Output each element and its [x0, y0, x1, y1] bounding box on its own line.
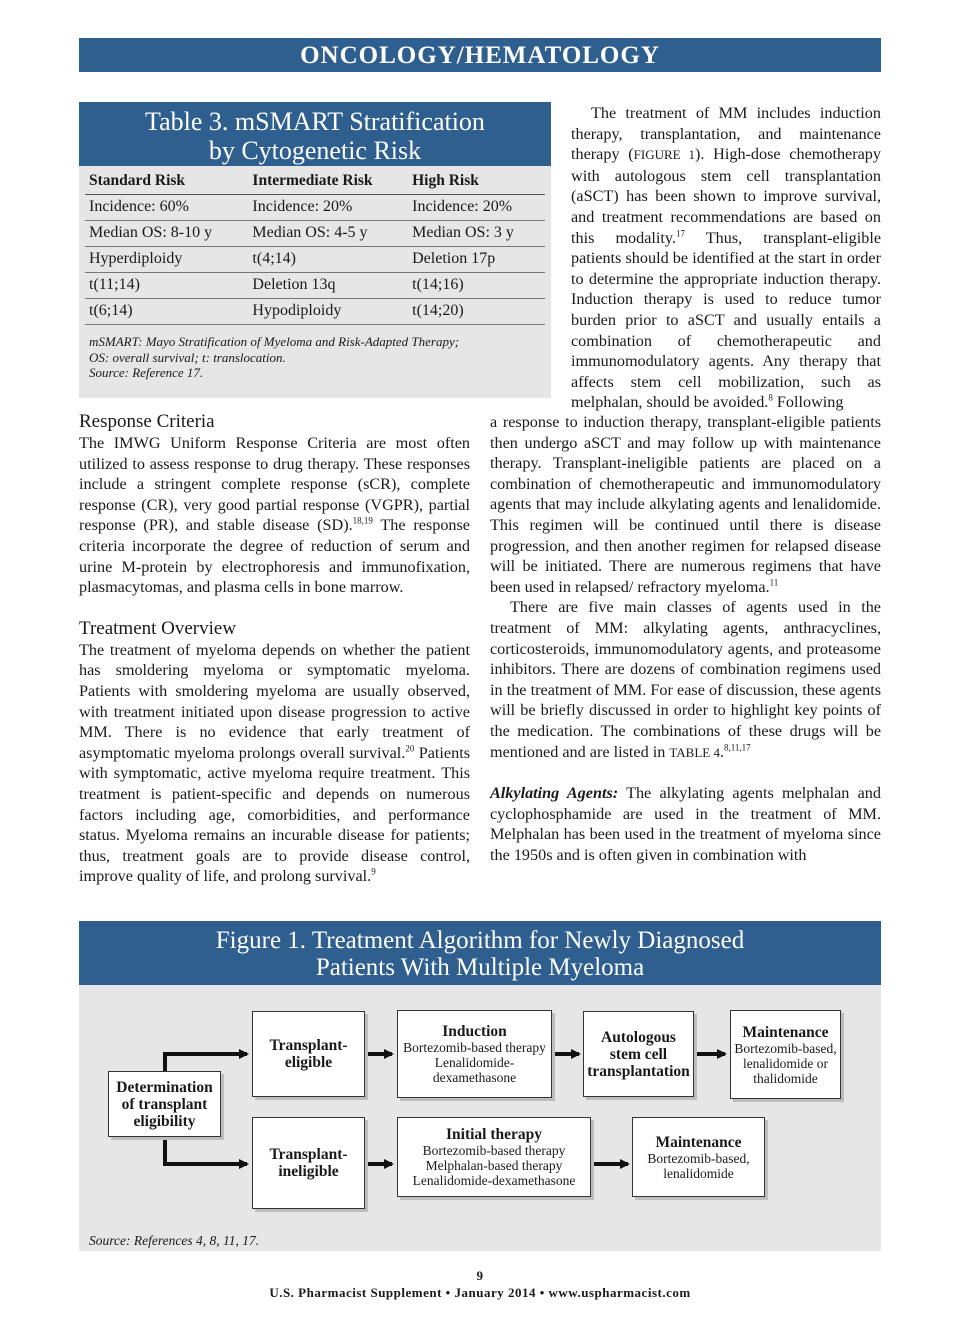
right-column-lower — [490, 412, 881, 865]
table-cell: t(4;14) — [248, 247, 408, 273]
table-header-row — [85, 166, 545, 195]
maintenance-box-ineligible: Maintenance Bortezomib-based, lenalidomide — [632, 1117, 765, 1197]
column-header: High Risk — [408, 166, 545, 195]
table-cell: Incidence: 20% — [248, 195, 408, 221]
section-banner: ONCOLOGY/HEMATOLOGY — [79, 38, 881, 72]
induction-box: Induction Bortezomib-based therapy Lenalidomide-dexamethasone — [397, 1010, 552, 1098]
table-row — [85, 221, 545, 247]
citation: 18,19 — [352, 515, 373, 526]
treatment-overview-paragraph: The treatment of myeloma depends on whether the patient has smoldering myeloma or symptomatic myeloma. Patients with smoldering myeloma are usually observed, with treatment initiated upon disease progression to active MM. There is no evidence that early treatment of asymptomatic myeloma prolongs overall survival.$^{20}$ Patients with symptomatic, active myeloma require treatment. This treatment is patient-specific and depends on numerous factors including age, comorbidities, and performance status. Myeloma remains an incurable disease for patients; thus, treatment goals are to provide disease control, improve quality of life, and prolong survival.$^9$ — [79, 640, 470, 886]
connector-to-ineligible — [165, 1136, 247, 1164]
initial-therapy-box: Initial therapy Bortezomib-based therapy Melphalan-based therapy Lenalidomide-dexamethasone — [397, 1117, 591, 1197]
table-cell: Hypodiploidy — [248, 299, 408, 325]
table-3-footnote: mSMART: Mayo Stratification of Myeloma and Risk-Adapted Therapy; OS: overall survival; t: translocation. Source: Reference 17. — [89, 334, 460, 380]
table-cell: Median OS: 3 y — [408, 221, 545, 247]
table-cell: t(14;16) — [408, 273, 545, 299]
asct-box: Autologous stem cell transplantation — [583, 1011, 694, 1097]
figure-1-source: Source: References 4, 8, 11, 17. — [89, 1233, 260, 1248]
citation: 9 — [371, 866, 376, 877]
table-cell: Incidence: 20% — [408, 195, 545, 221]
table-3 — [79, 102, 551, 398]
table-row — [85, 273, 545, 299]
page-footer — [0, 1267, 960, 1301]
maintenance-box-eligible: Maintenance Bortezomib-based, lenalidomide or thalidomide — [730, 1010, 841, 1099]
table-cell: t(6;14) — [85, 299, 248, 325]
figure-1-title: Figure 1. Treatment Algorithm for Newly Diagnosed Patients With Multiple Myeloma — [79, 921, 881, 985]
publication-line: U.S. Pharmacist Supplement • January 2014 • www.uspharmacist.com — [269, 1285, 691, 1300]
right-column-upper — [571, 103, 881, 413]
table-3-title: Table 3. mSMART Stratification by Cytogenetic Risk — [79, 102, 551, 166]
table-cell: t(11;14) — [85, 273, 248, 299]
page-number: 9 — [476, 1268, 484, 1283]
table-cell: Median OS: 4-5 y — [248, 221, 408, 247]
determination-box: Determination of transplant eligibility — [108, 1071, 221, 1137]
citation: 17 — [676, 228, 685, 239]
risk-table — [85, 166, 545, 325]
treatment-paragraph: The treatment of MM includes induction therapy, transplantation, and maintenance therapy (FIGURE 1). High-dose chemotherapy with autologous stem cell transplantation (aSCT) has been shown to improve survival, and treatment recommendations are based on this modality.$^{17}$ Thus, transplant-eligible patients should be identified at the start in order to determine the appropriate induction therapy. Induction therapy is used to reduce tumor burden prior to aSCT and usually entails a combination of chemotherapeutic and immunomodulatory agents. Any therapy that affects stem cell mobilization, such as melphalan, should be avoided.$^8$ Following — [571, 104, 882, 412]
transplant-ineligible-box: Transplant-ineligible — [252, 1117, 365, 1209]
table-cell: t(14;20) — [408, 299, 545, 325]
citation: 20 — [405, 743, 415, 754]
left-column — [79, 411, 470, 887]
table-row — [85, 247, 545, 273]
citation: 8 — [768, 392, 773, 403]
column-header: Intermediate Risk — [248, 166, 408, 195]
column-header: Standard Risk — [85, 166, 248, 195]
treatment-paragraph-continued: a response to induction therapy, transplant-eligible patients then undergo aSCT and may follow up with maintenance therapy. Transplant-ineligible patients are placed on a combination of chemotherapeutic and immunomodulatory agents that may include alkylating agents and lenalidomide. This regimen will be continued until there is disease progression, and then another regimen for relapsed disease will be initiated. There are numerous regimens that have been used in relapsed/ refractory myeloma.$^{11}$ — [490, 413, 881, 596]
citation: 8,11,17 — [724, 742, 751, 753]
citation: 11 — [769, 577, 779, 588]
figure-1 — [79, 921, 881, 1251]
table-cell: Deletion 17p — [408, 247, 545, 273]
agent-classes-paragraph: There are five main classes of agents used in the treatment of MM: alkylating agents, anthracyclines, corticosteroids, immunomodulatory agents, and proteasome inhibitors. There are dozens of combination regimens used in the treatment of MM. For ease of discussion, these agents will be briefly discussed in order to highlight key points of the medication. The combinations of these drugs will be mentioned and are listed in TABLE 4.$^{8,11,17}$ — [490, 598, 881, 761]
figure-reference: FIGURE 1 — [633, 147, 696, 163]
alkylating-agents-paragraph: Alkylating Agents: The alkylating agents melphalan and cyclophosphamide are used in the treatment of MM. Melphalan has been used in the treatment of myeloma since the 1950s and is often given in combination with — [490, 784, 881, 864]
transplant-eligible-box: Transplant-eligible — [252, 1011, 365, 1097]
table-cell: Deletion 13q — [248, 273, 408, 299]
table-row — [85, 195, 545, 221]
table-row — [85, 299, 545, 325]
response-criteria-heading: Response Criteria — [79, 411, 215, 432]
table-cell: Median OS: 8-10 y — [85, 221, 248, 247]
table-cell: Incidence: 60% — [85, 195, 248, 221]
table-reference: TABLE 4 — [669, 744, 720, 760]
treatment-overview-heading: Treatment Overview — [79, 617, 237, 639]
table-cell: Hyperdiploidy — [85, 247, 248, 273]
response-criteria-paragraph: The IMWG Uniform Response Criteria are most often utilized to assess response to drug therapy. These responses include a stringent complete response (sCR), complete response (CR), very good partial response (VGPR), partial response (PR), and stable disease (SD).$^{18,19}$ The response criteria incorporate the degree of reduction of serum and urine M-protein by electrophoresis and immunofixation, plasmacytomas, and plasma cells in bone marrow. — [79, 434, 470, 597]
connector-to-eligible — [165, 1054, 247, 1072]
alkylating-agents-lead: Alkylating Agents: — [490, 784, 619, 803]
